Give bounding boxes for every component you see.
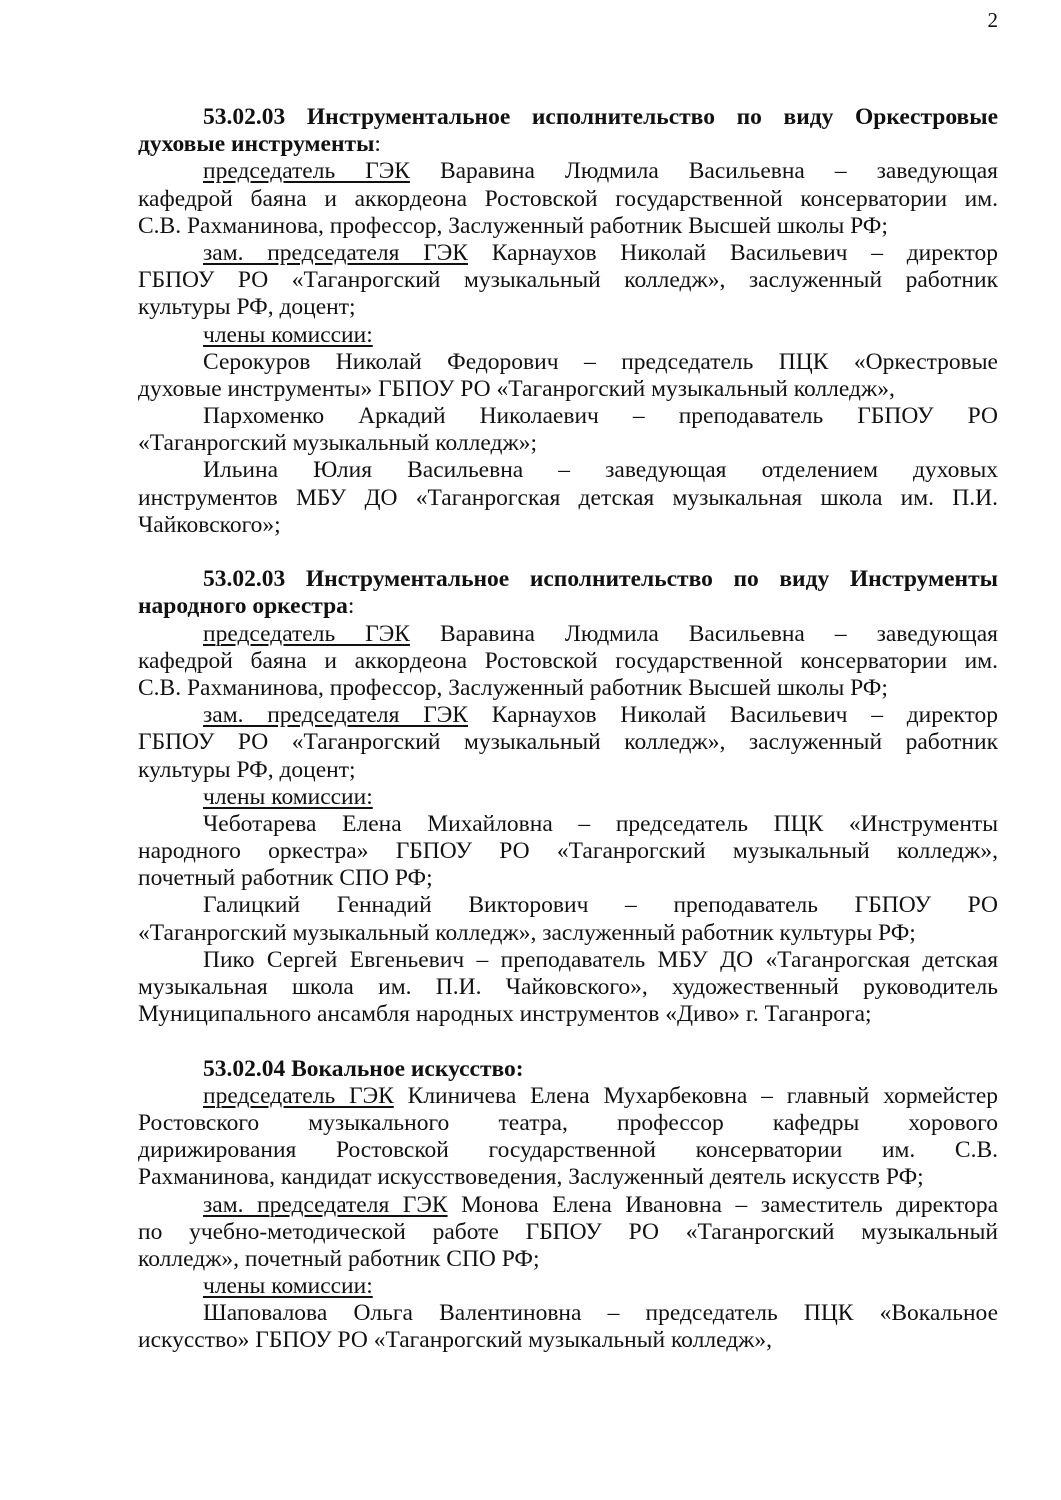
paragraph-line: культуры РФ, доцент; — [138, 756, 356, 783]
paragraph-line: кафедрой баяна и аккордеона Ростовской государственной консерватории им. — [138, 647, 998, 674]
section-spacer — [138, 1028, 998, 1055]
paragraph-line — [138, 1083, 998, 1110]
paragraph-line: Рахманинова, кандидат искусствоведения, Заслуженный деятель искусств РФ; — [138, 1164, 924, 1191]
section-vocal-art — [138, 1056, 998, 1355]
paragraph-line — [138, 702, 998, 729]
document-body — [138, 104, 998, 1355]
paragraph-line: кафедрой баяна и аккордеона Ростовской государственной консерватории им. — [138, 185, 998, 212]
member-paragraph — [138, 892, 998, 946]
heading-line: народного оркестра — [138, 593, 348, 620]
paragraph-line — [138, 1192, 998, 1219]
members-label-line — [138, 322, 998, 349]
paragraph-line: музыкальная школа им. П.И. Чайковского», художественный руководитель — [138, 974, 998, 1000]
paragraph-line: по учебно-методической работе ГБПОУ РО «Таганрогский музыкальный — [138, 1218, 998, 1245]
chair-name: Варавина Людмила Васильевна – заведующая — [439, 620, 998, 647]
member-paragraph — [138, 811, 998, 893]
paragraph-line: ГБПОУ РО «Таганрогский музыкальный колледж», заслуженный работник — [138, 729, 998, 756]
paragraph-line: почетный работник СПО РФ; — [138, 865, 433, 892]
deputy-role-label: зам. председателя ГЭК — [203, 1191, 448, 1218]
deputy-name: Карнаухов Николай Васильевич – директор — [491, 702, 999, 729]
section-heading — [138, 131, 998, 158]
members-label-line — [138, 1273, 998, 1300]
paragraph-line: Шаповалова Ольга Валентиновна – председатель ПЦК «Вокальное — [203, 1300, 998, 1327]
paragraph-line: «Таганрогский музыкальный колледж»; — [138, 430, 537, 457]
paragraph-line: колледж», почетный работник СПО РФ; — [138, 1245, 540, 1272]
member-paragraph — [138, 1300, 998, 1354]
members-label: члены комиссии: — [203, 1273, 373, 1300]
paragraph-line: искусство» ГБПОУ РО «Таганрогский музыкальный колледж», — [138, 1327, 773, 1354]
heading-line: 53.02.03 Инструментальное исполнительство по виду Инструменты — [203, 566, 998, 593]
page-number: 2 — [987, 8, 998, 32]
paragraph-line: Ростовского музыкального театра, профессор кафедры хорового — [138, 1109, 998, 1136]
paragraph-line: Муниципального ансамбля народных инструментов «Диво» г. Таганрога; — [138, 1001, 872, 1028]
chair-paragraph — [138, 621, 998, 703]
chair-paragraph — [138, 1083, 998, 1192]
deputy-paragraph — [138, 1192, 998, 1274]
member-paragraph — [138, 947, 998, 1029]
paragraph-line: Серокуров Николай Федорович – председатель ПЦК «Оркестровые — [203, 348, 998, 375]
deputy-paragraph — [138, 702, 998, 784]
section-heading — [138, 593, 998, 620]
paragraph-line: духовые инструменты» ГБПОУ РО «Таганрогский музыкальный колледж», — [138, 375, 895, 402]
paragraph-line: народного оркестра» ГБПОУ РО «Таганрогский музыкальный колледж», — [138, 838, 998, 865]
member-paragraph — [138, 349, 998, 403]
member-paragraph — [138, 457, 998, 539]
paragraph-line — [138, 158, 998, 185]
deputy-role-label: зам. председателя ГЭК — [203, 239, 468, 266]
chair-paragraph — [138, 158, 998, 240]
heading-line: 53.02.03 Инструментальное исполнительство по виду Оркестровые — [203, 104, 998, 130]
chair-name: Клиничева Елена Мухарбековна – главный хормейстер — [407, 1082, 998, 1109]
chair-role-label: председатель ГЭК — [203, 620, 410, 647]
members-label-line — [138, 784, 998, 811]
section-spacer — [138, 539, 998, 566]
heading-colon: : — [347, 593, 355, 620]
section-heading — [138, 1056, 998, 1083]
section-heading — [138, 566, 998, 593]
paragraph-line: ГБПОУ РО «Таганрогский музыкальный колледж», заслуженный работник — [138, 267, 998, 294]
section-folk-orchestra — [138, 566, 998, 1028]
paragraph-line: С.В. Рахманинова, профессор, Заслуженный работник Высшей школы РФ; — [138, 212, 888, 239]
paragraph-line: Ильина Юлия Васильевна – заведующая отделением духовых — [203, 457, 998, 484]
deputy-role-label: зам. председателя ГЭК — [203, 702, 468, 729]
deputy-name: Монова Елена Ивановна – заместитель директора — [461, 1191, 998, 1218]
deputy-paragraph — [138, 240, 998, 322]
section-heading — [138, 104, 998, 131]
heading-colon: : — [374, 131, 381, 158]
paragraph-line — [138, 621, 998, 648]
members-label: члены комиссии: — [203, 321, 373, 348]
chair-name: Варавина Людмила Васильевна – заведующая — [439, 158, 998, 185]
paragraph-line: Чеботарева Елена Михайловна – председатель ПЦК «Инструменты — [203, 810, 998, 837]
paragraph-line — [138, 240, 998, 267]
paragraph-line: «Таганрогский музыкальный колледж», заслуженный работник культуры РФ; — [138, 919, 916, 946]
member-paragraph — [138, 403, 998, 457]
paragraph-line: С.В. Рахманинова, профессор, Заслуженный работник Высшей школы РФ; — [138, 674, 888, 701]
deputy-name: Карнаухов Николай Васильевич – директор — [491, 239, 999, 266]
paragraph-line: Пико Сергей Евгеньевич – преподаватель МБУ ДО «Таганрогская детская — [203, 946, 998, 973]
members-label: члены комиссии: — [203, 783, 373, 810]
paragraph-line: Чайковского»; — [138, 511, 281, 538]
paragraph-line: инструментов МБУ ДО «Таганрогская детская музыкальная школа им. П.И. — [138, 484, 998, 511]
paragraph-line: дирижирования Ростовской государственной консерватории им. С.В. — [138, 1137, 998, 1164]
heading-line: духовые инструменты — [138, 131, 375, 158]
chair-role-label: председатель ГЭК — [203, 158, 410, 185]
paragraph-line: Пархоменко Аркадий Николаевич – преподаватель ГБПОУ РО — [203, 403, 998, 430]
paragraph-line: Галицкий Геннадий Викторович – преподаватель ГБПОУ РО — [203, 892, 998, 919]
heading-line: 53.02.04 Вокальное искусство: — [203, 1055, 524, 1082]
chair-role-label: председатель ГЭК — [203, 1082, 394, 1109]
paragraph-line: культуры РФ, доцент; — [138, 294, 356, 321]
section-orchestral-wind — [138, 104, 998, 539]
